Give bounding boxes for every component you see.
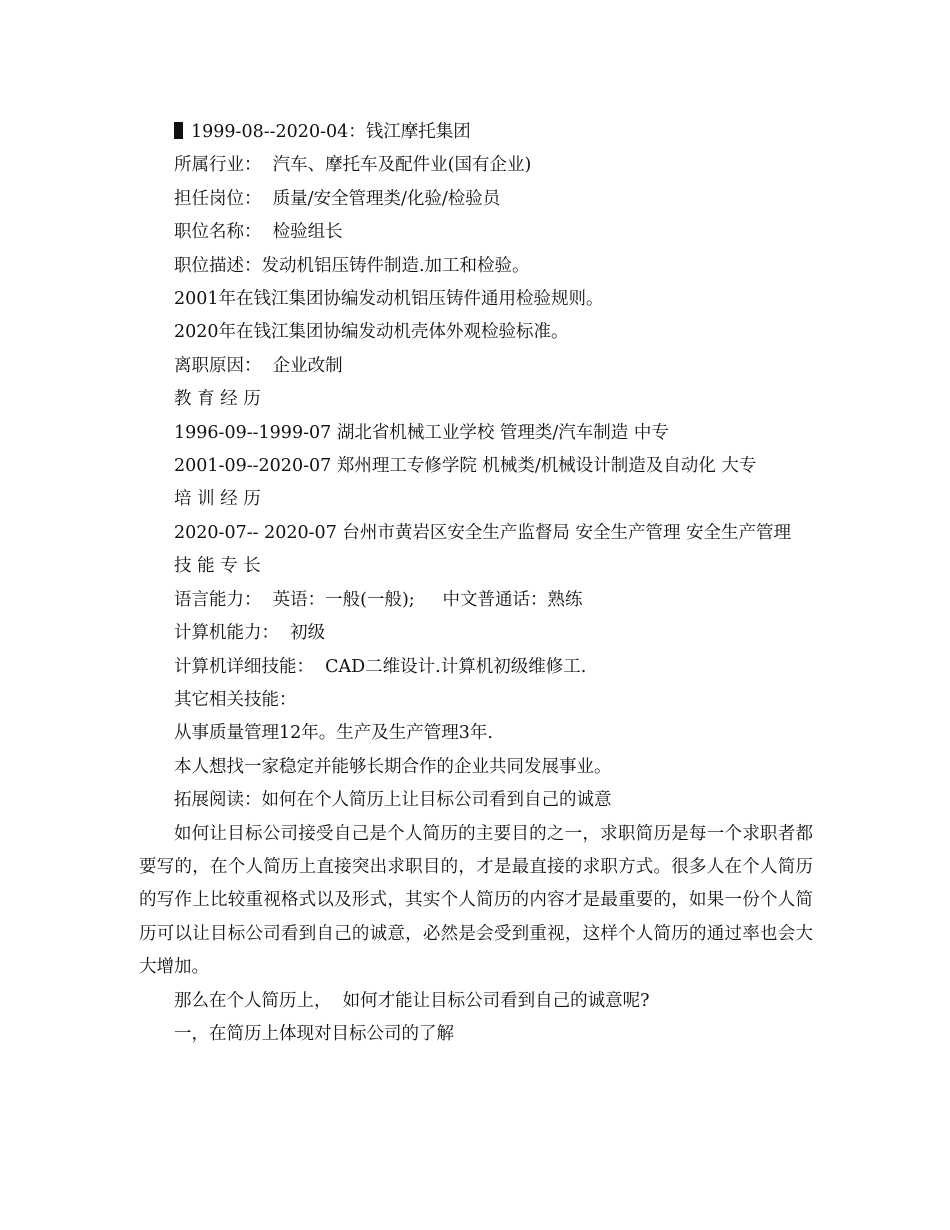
article-paragraph: 那么在个人简历上， 如何才能让目标公司看到自己的诚意呢? [174,990,650,1011]
skills-experience: 从事质量管理12年。生产及生产管理3年. [174,723,493,744]
skills-computer-detail: 计算机详细技能： CAD二维设计.计算机初级维修工. [174,656,587,677]
education-item: 2001-09--2020-07 郑州理工专修学院 机械类/机械设计制造及自动化 大专 [174,456,757,477]
article-paragraph: 如何让目标公司接受自己是个人简历的主要目的之一，求职简历是每一个求职者都要写的，在个人简历上直接突出求职目的，才是最直接的求职方式。很多人在个人简历的写作上比较重视格式以及形式，其实个人简历的内容才是最重要的，如果一份个人简历可以让目标公司看到自己的诚意，必然是会受到重视，这样个人简历的通过率也会大大增加。 [139,823,813,978]
skills-goal: 本人想找一家稳定并能够长期合作的企业共同发展事业。 [174,756,612,777]
job-note-2020: 2020年在钱江集团协编发动机壳体外观检验标准。 [174,322,569,343]
education-item: 1996-09--1999-07 湖北省机械工业学校 管理类/汽车制造 中专 [174,422,669,443]
training-item: 2020-07-- 2020-07 台州市黄岩区安全生产监督局 安全生产管理 安全生产管理 [174,522,792,543]
job-post: 担任岗位： 质量/安全管理类/化验/检验员 [174,188,501,209]
document-body [139,116,813,1051]
job-description: 职位描述：发动机铝压铸件制造.加工和检验。 [174,255,530,276]
job-industry: 所属行业： 汽车、摩托车及配件业(国有企业) [174,155,532,176]
job-period-company-text: 1999-08--2020-04：钱江摩托集团 [191,122,471,142]
article-point: 一，在简历上体现对目标公司的了解 [174,1023,454,1044]
training-heading: 培 训 经 历 [174,489,261,510]
job-note-2001: 2001年在钱江集团协编发动机铝压铸件通用检验规则。 [174,289,604,310]
job-title: 职位名称： 检验组长 [174,222,343,243]
job-period-company [139,116,813,149]
bullet-square-icon [174,122,183,139]
skills-heading: 技 能 专 长 [174,556,261,577]
job-leave-reason: 离职原因： 企业改制 [174,355,343,376]
article-heading: 拓展阅读：如何在个人简历上让目标公司看到自己的诚意 [174,790,612,811]
education-heading: 教 育 经 历 [174,389,261,410]
skills-computer: 计算机能力： 初级 [174,623,326,644]
skills-language: 语言能力： 英语：一般(一般); 中文普通话：熟练 [174,589,583,610]
skills-other-label: 其它相关技能： [174,689,297,710]
